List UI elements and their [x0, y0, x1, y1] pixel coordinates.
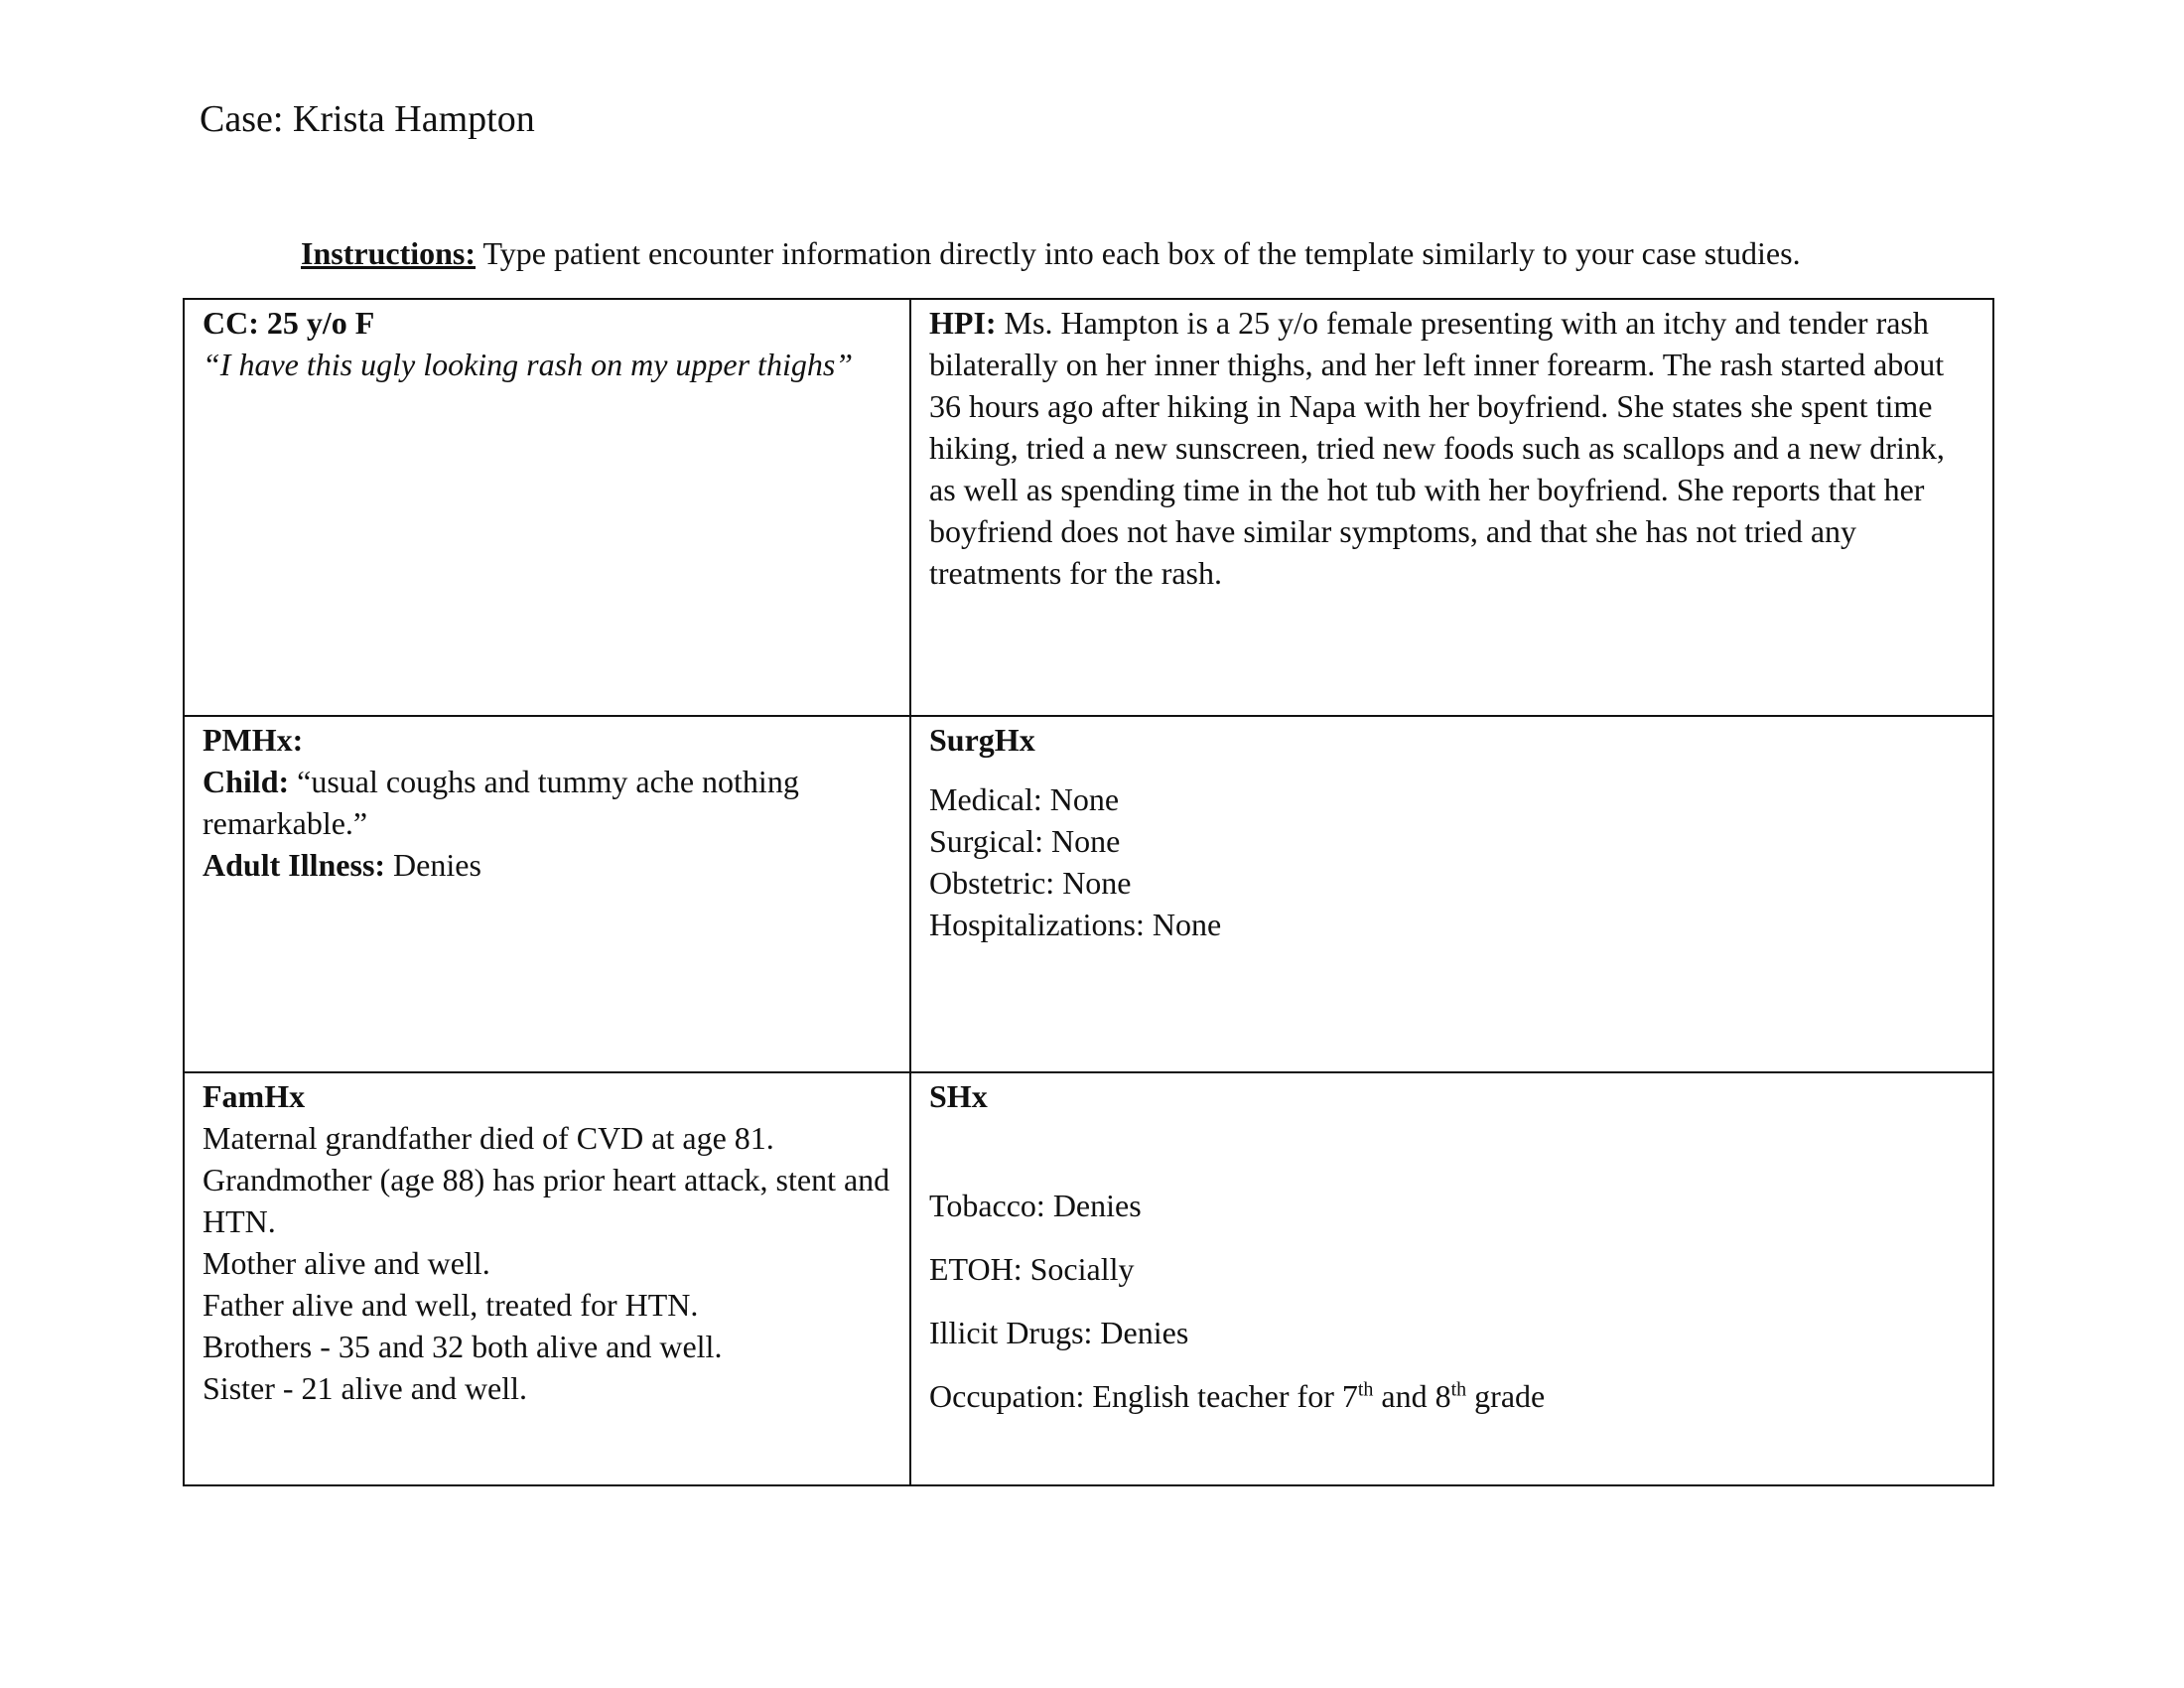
- shx-box[interactable]: [910, 1072, 1993, 1485]
- hpi-text: Ms. Hampton is a 25 y/o female presenting with an itchy and tender rash bilaterally on her inner thighs, and her left inner forearm. The rash started about 36 hours ago after hiking in Napa with her boyfriend. She states she spent time hiking, tried a new sunscreen, tried new foods such as scallops and a new drink, as well as spending time in the hot tub with her boyfriend. She reports that her boyfriend does not have similar symptoms, and that she has not tried any treatments for the rash.: [929, 305, 1945, 591]
- famhx-item: Grandmother (age 88) has prior heart attack, stent and HTN.: [203, 1162, 890, 1239]
- cc-quote: “I have this ugly looking rash on my upper thighs”: [203, 347, 854, 382]
- occupation-prefix: Occupation: English teacher for 7: [929, 1378, 1358, 1414]
- instructions: [301, 234, 1801, 272]
- famhx-label: FamHx: [203, 1078, 306, 1114]
- shx-occupation: [929, 1375, 1975, 1417]
- instructions-label: Instructions:: [301, 235, 477, 271]
- surghx-medical: Medical: None: [929, 781, 1120, 817]
- occupation-superscript: th: [1357, 1378, 1374, 1401]
- famhx-box[interactable]: [184, 1072, 910, 1485]
- famhx-item: Maternal grandfather died of CVD at age 81.: [203, 1120, 774, 1156]
- table-row: [184, 716, 1993, 1072]
- occupation-superscript: th: [1450, 1378, 1467, 1401]
- pmhx-adult-label: Adult Illness:: [203, 847, 386, 883]
- hpi-box[interactable]: [910, 299, 1993, 716]
- shx-etoh: ETOH: Socially: [929, 1251, 1135, 1287]
- occupation-suffix: grade: [1466, 1378, 1546, 1414]
- instructions-text: Type patient encounter information directly into each box of the template similarly to your case studies.: [476, 235, 1801, 271]
- pmhx-box[interactable]: [184, 716, 910, 1072]
- occupation-middle: and 8: [1373, 1378, 1451, 1414]
- hpi-label: HPI:: [929, 305, 997, 341]
- shx-drugs: Illicit Drugs: Denies: [929, 1315, 1189, 1350]
- surghx-obstetric: Obstetric: None: [929, 865, 1132, 901]
- surghx-box[interactable]: [910, 716, 1993, 1072]
- table-row: [184, 299, 1993, 716]
- encounter-template-table: [183, 298, 1994, 1486]
- surghx-label: SurgHx: [929, 722, 1035, 758]
- cc-label: CC: 25 y/o F: [203, 305, 375, 341]
- surghx-surgical: Surgical: None: [929, 823, 1121, 859]
- famhx-item: Sister - 21 alive and well.: [203, 1370, 528, 1406]
- shx-tobacco: Tobacco: Denies: [929, 1188, 1142, 1223]
- shx-label: SHx: [929, 1078, 988, 1114]
- surghx-hospitalizations: Hospitalizations: None: [929, 907, 1222, 942]
- famhx-item: Mother alive and well.: [203, 1245, 490, 1281]
- table-row: [184, 1072, 1993, 1485]
- pmhx-child-label: Child:: [203, 764, 290, 799]
- cc-box[interactable]: [184, 299, 910, 716]
- famhx-item: Father alive and well, treated for HTN.: [203, 1287, 699, 1323]
- famhx-item: Brothers - 35 and 32 both alive and well.: [203, 1329, 723, 1364]
- pmhx-adult-text: Denies: [385, 847, 481, 883]
- case-title: Case: Krista Hampton: [200, 98, 535, 140]
- pmhx-label: PMHx:: [203, 722, 304, 758]
- pmhx-child-text: “usual coughs and tummy ache nothing remarkable.”: [203, 764, 799, 841]
